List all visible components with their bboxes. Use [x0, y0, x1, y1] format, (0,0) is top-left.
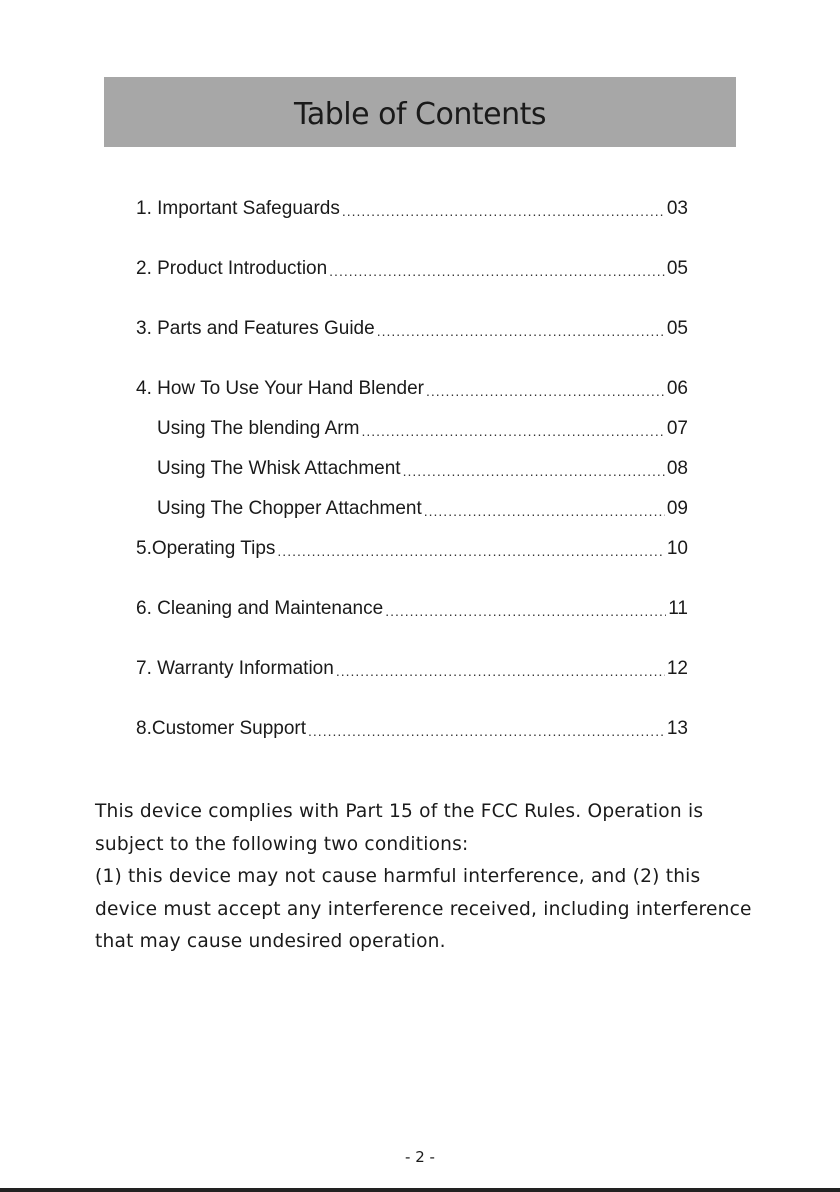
toc-entry-label: Using The Whisk Attachment	[157, 458, 401, 479]
toc-entry-label: Using The Chopper Attachment	[157, 498, 422, 519]
toc-entry-whisk-attachment[interactable]	[157, 454, 688, 480]
toc-entry-label: 2. Product Introduction	[136, 258, 328, 279]
fcc-line: that may cause undesired operation.	[95, 931, 446, 952]
page-title: Table of Contents	[293, 96, 546, 132]
toc-entry-label: 5.Operating Tips	[136, 538, 276, 559]
toc-entry-page: 09	[666, 498, 688, 519]
fcc-line: (1) this device may not cause harmful interference, and (2) this	[95, 866, 701, 887]
toc-entry-page: 11	[668, 598, 688, 619]
toc-entry-page: 03	[666, 198, 688, 219]
toc-leader-dots	[329, 262, 665, 280]
toc-entry-label: 3. Parts and Features Guide	[136, 318, 375, 339]
toc-entry-warranty-information[interactable]	[136, 654, 688, 680]
toc-entry-customer-support[interactable]	[136, 714, 688, 740]
toc-entry-page: 07	[666, 418, 688, 439]
toc-entry-page: 10	[666, 538, 688, 559]
fcc-line: device must accept any interference received, including interference	[95, 898, 752, 920]
toc-leader-dots	[342, 202, 665, 220]
toc-entry-operating-tips[interactable]	[136, 534, 688, 560]
toc-leader-dots	[385, 602, 666, 620]
toc-entry-page: 06	[666, 378, 688, 399]
toc-entry-label: 4. How To Use Your Hand Blender	[136, 378, 424, 399]
page-number: - 2 -	[405, 1148, 435, 1166]
toc-leader-dots	[277, 542, 664, 560]
toc-entry-label: 1. Important Safeguards	[136, 198, 340, 219]
toc-leader-dots	[424, 502, 665, 520]
toc-leader-dots	[336, 662, 665, 680]
toc-leader-dots	[403, 462, 665, 480]
toc-entry-page: 08	[666, 458, 688, 479]
toc-entry-chopper-attachment[interactable]	[157, 494, 688, 520]
toc-leader-dots	[377, 322, 665, 340]
toc-entry-blending-arm[interactable]	[157, 414, 688, 440]
toc-entry-page: 12	[666, 658, 688, 679]
toc-entry-cleaning-maintenance[interactable]	[136, 594, 688, 620]
fcc-line: This device complies with Part 15 of the FCC Rules. Operation is	[95, 801, 704, 822]
toc-entry-product-introduction[interactable]	[136, 254, 688, 280]
toc-entry-page: 05	[666, 258, 688, 279]
toc-entry-important-safeguards[interactable]	[136, 194, 688, 220]
toc-entry-page: 13	[666, 718, 688, 739]
toc-entry-label: 7. Warranty Information	[136, 658, 334, 679]
fcc-line: subject to the following two conditions:	[95, 833, 469, 855]
toc-entry-label: 6. Cleaning and Maintenance	[136, 598, 384, 619]
toc-header-band	[104, 77, 736, 147]
fcc-compliance-statement	[95, 796, 795, 959]
toc-entry-label: Using The blending Arm	[157, 418, 360, 439]
toc-entry-label: 8.Customer Support	[136, 718, 307, 739]
toc-entry-page: 05	[666, 318, 688, 339]
toc-leader-dots	[426, 382, 665, 400]
toc-entry-how-to-use[interactable]	[136, 374, 688, 400]
toc-leader-dots	[308, 722, 665, 740]
bottom-rule	[0, 1188, 840, 1192]
toc-leader-dots	[361, 422, 664, 440]
toc-entry-parts-and-features[interactable]	[136, 314, 688, 340]
